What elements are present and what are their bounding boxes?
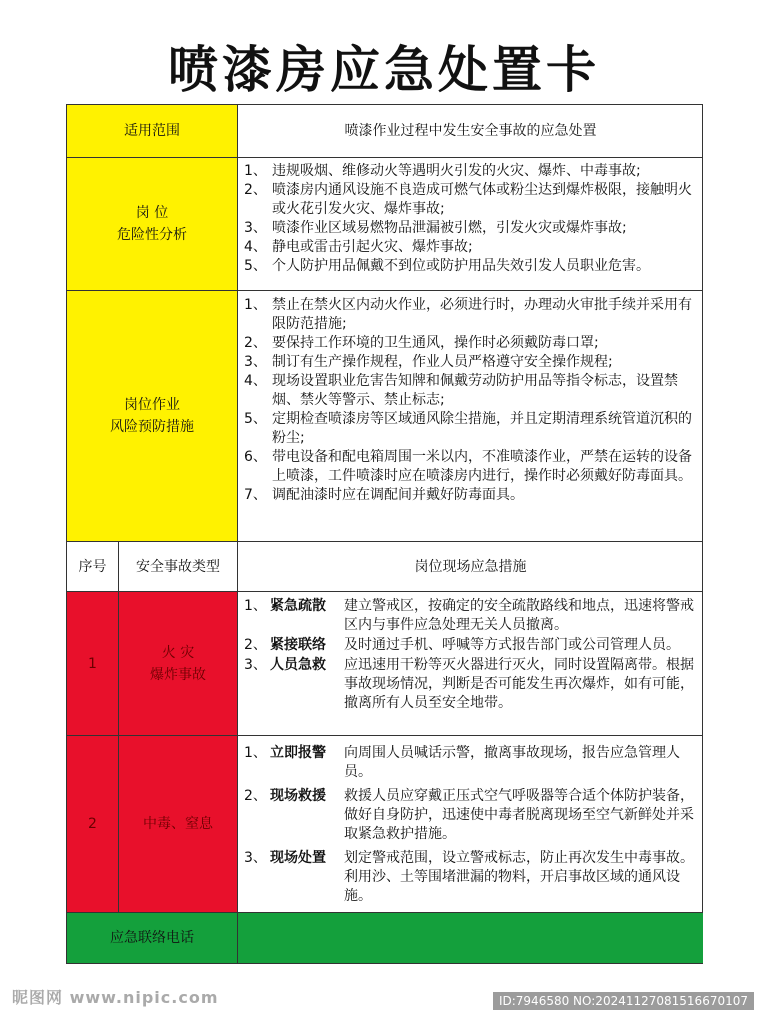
contact-label: 应急联络电话: [67, 913, 238, 963]
list-item: 2、 要保持工作环境的卫生通风，操作时必须戴防毒口罩;: [244, 335, 599, 351]
list-item: 4、 现场设置职业危害告知牌和佩戴劳动防护用品等指令标志，设置禁烟、禁火等警示、禁止标志;: [244, 373, 678, 408]
page-title: 喷漆房应急处置卡: [168, 41, 600, 99]
emergency-card: [66, 104, 703, 964]
list-item: 3、 制订有生产操作规程，作业人员严格遵守安全操作规程;: [244, 354, 613, 370]
hazard-label-line2: 危险性分析: [117, 227, 187, 243]
incident-type-line1: 火 灾: [161, 644, 195, 661]
list-item: 2、 喷漆房内通风设施不良造成可燃气体或粉尘达到爆炸极限，接触明火或火花引发火灾、爆炸事故;: [244, 182, 692, 217]
incident-no: 1: [67, 592, 119, 736]
hazard-label: [67, 158, 238, 291]
list-item: 7、 调配油漆时应在调配间并戴好防毒面具。: [244, 487, 524, 503]
incident-type-line1: 中毒、窒息: [143, 816, 213, 832]
list-item: 1、 违规吸烟、维修动火等遇明火引发的火灾、爆炸、中毒事故;: [244, 163, 641, 179]
scope-value: 喷漆作业过程中发生安全事故的应急处置: [238, 105, 703, 158]
list-item: 6、 带电设备和配电箱周围一米以内，不准喷漆作业，严禁在运转的设备上喷漆，工件喷漆时应在喷漆房内进行，操作时必须戴好防毒面具。: [244, 449, 692, 484]
hazard-content: [238, 158, 703, 291]
incident-measures: [238, 592, 703, 736]
list-item: 2、 现场救援 救援人员应穿戴正压式空气呼吸器等合适个体防护装备，做好自身防护，迅速使中毒者脱离现场至空气新鲜处并采取紧急救护措施。: [244, 788, 694, 842]
list-item: 3、 喷漆作业区域易燃物品泄漏被引燃，引发火灾或爆炸事故;: [244, 220, 627, 236]
hazard-label-line1: 岗 位: [135, 205, 169, 221]
prevention-label-line1: 岗位作业: [124, 397, 180, 413]
incident-no: 2: [67, 736, 119, 913]
header-measures: 岗位现场应急措施: [238, 542, 703, 592]
incident-type: [119, 592, 238, 736]
incident-measures: [238, 736, 703, 913]
list-item: 1、 禁止在禁火区内动火作业，必须进行时，办理动火审批手续并采用有限防范措施;: [244, 297, 692, 332]
watermark-id: ID:7946580 NO:20241127081516670107: [493, 992, 754, 1010]
list-item: 5、 定期检查喷漆房等区域通风除尘措施，并且定期清理系统管道沉积的粉尘;: [244, 411, 692, 446]
prevention-content: [238, 291, 703, 542]
list-item: 4、 静电或雷击引起火灾、爆炸事故;: [244, 239, 473, 255]
list-item: 2、 紧接联络 及时通过手机、呼喊等方式报告部门或公司管理人员。: [244, 637, 680, 653]
scope-label: 适用范围: [67, 105, 238, 158]
list-item: 1、 紧急疏散 建立警戒区，按确定的安全疏散路线和地点，迅速将警戒区内与事件应急处理无关人员撤离。: [244, 598, 694, 633]
watermark-logo: 昵图网 www.nipic.com: [12, 988, 219, 1007]
list-item: 3、 现场处置 划定警戒范围，设立警戒标志，防止再次发生中毒事故。利用沙、土等围堵泄漏的物料，开启事故区域的通风设施。: [244, 850, 694, 904]
header-no: 序号: [67, 542, 119, 592]
hazard-list: [244, 162, 699, 276]
list-item: 5、 个人防护用品佩戴不到位或防护用品失效引发人员职业危害。: [244, 258, 650, 274]
measure-list: [244, 744, 699, 906]
list-item: 1、 立即报警 向周围人员喊话示警，撤离事故现场，报告应急管理人员。: [244, 745, 680, 780]
measure-list: [244, 597, 699, 713]
incident-type: [119, 736, 238, 913]
list-item: 3、 人员急救 应迅速用干粉等灭火器进行灭火，同时设置隔离带。根据事故现场情况，判断是否可能发生再次爆炸，如有可能，撤离所有人员至安全地带。: [244, 657, 694, 711]
prevention-label-line2: 风险预防措施: [110, 419, 194, 435]
prevention-label: [67, 291, 238, 542]
contact-value: [238, 913, 703, 963]
prevention-list: [244, 296, 699, 505]
incident-type-line2: 爆炸事故: [150, 666, 206, 683]
header-type: 安全事故类型: [119, 542, 238, 592]
